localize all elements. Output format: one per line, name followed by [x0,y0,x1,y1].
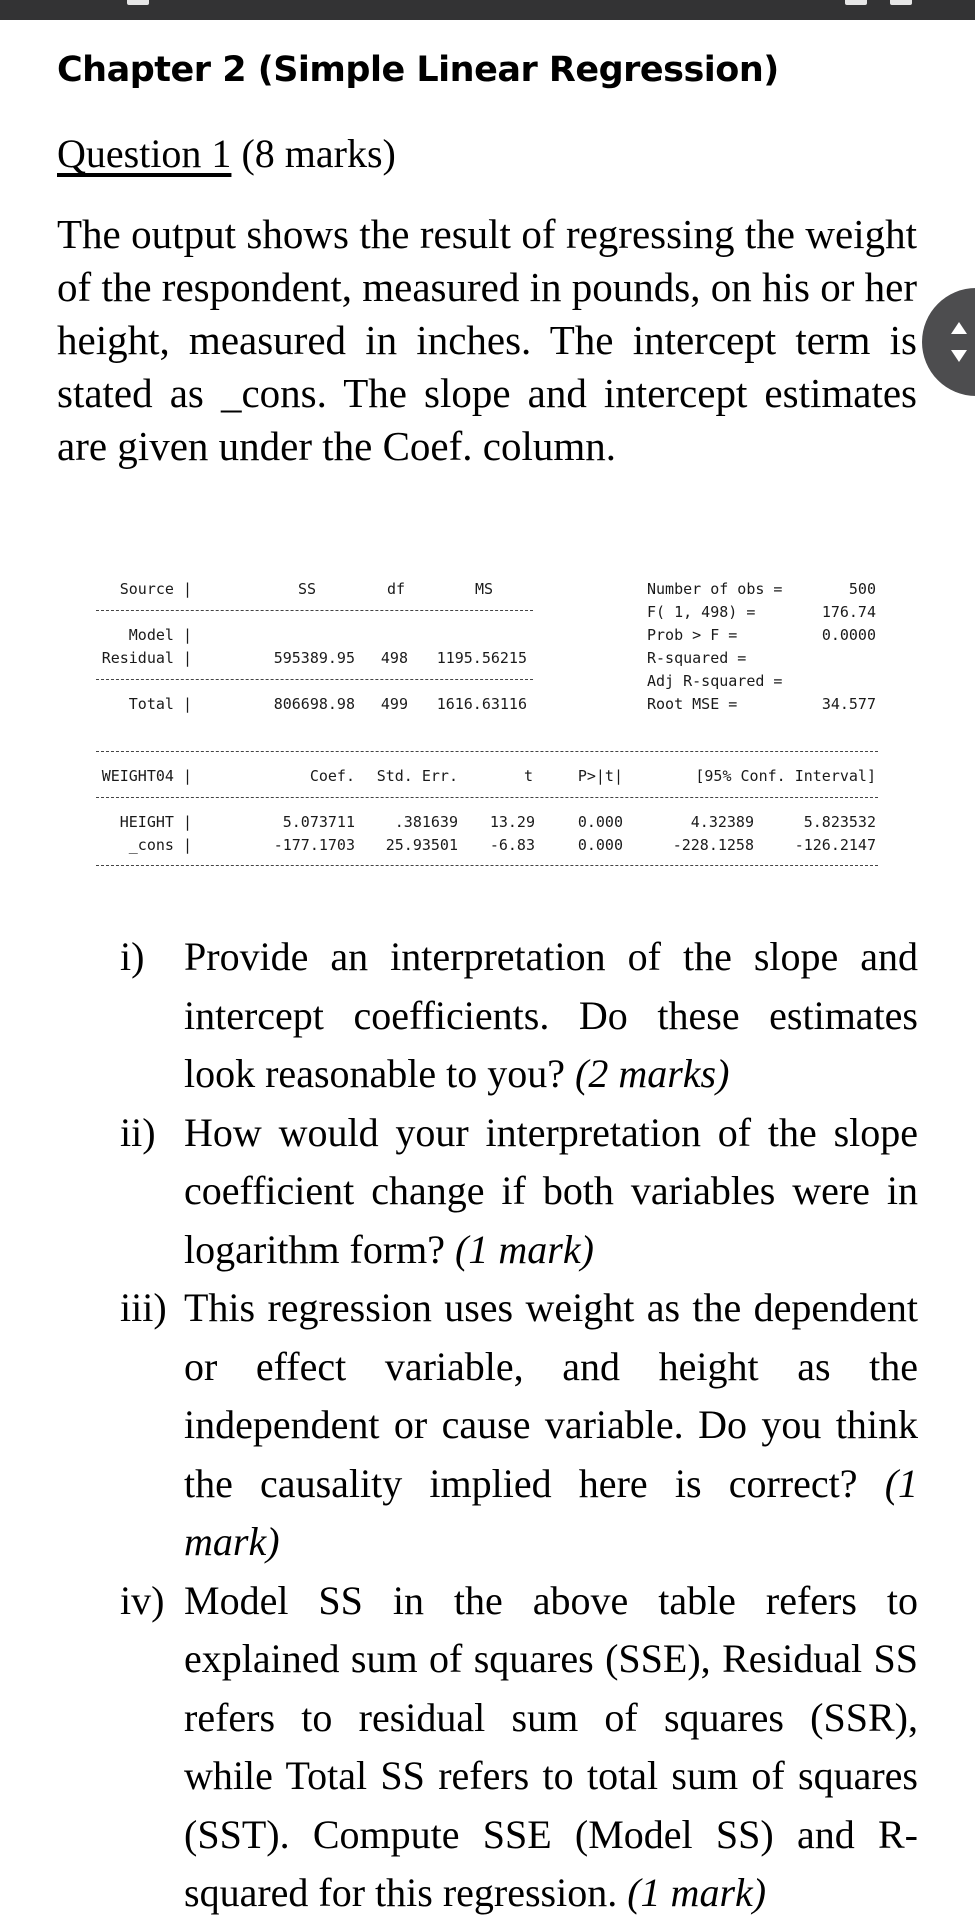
coef-ci-upper: -126.2147 [794,836,876,854]
scroll-arrows-icon [950,320,968,364]
anova-source: Model | [128,626,192,644]
sub-question-marks: (1 mark) [184,1460,919,1564]
anova-source: Total | [128,695,192,713]
anova-source: Residual | [101,649,192,667]
coef-ci-lower: -228.1258 [672,836,754,854]
anova-df: 499 [380,695,408,713]
sub-question-marks: (1 mark) [455,1226,594,1272]
stat-label: Adj R-squared = [647,672,783,690]
anova-ss: 806698.98 [273,695,355,713]
sub-question [100,928,918,1104]
coef-ci-lower: 4.32389 [690,813,754,831]
divider [96,751,878,752]
coef-p: 0.000 [577,836,623,854]
coef-header-ci: [95% Conf. Interval] [695,767,876,785]
anova-header-source: Source | [119,580,192,598]
question-intro: The output shows the result of regressing the weight of the respondent, measured in pounds, on his or her height, measured in inches. The intercept term is stated as _cons. The slope and intercept estimates are given under the Coef. column. [57,211,917,469]
stat-label: Root MSE = [647,695,738,713]
divider [96,679,533,680]
coef-var: HEIGHT | [119,813,192,831]
anova-ms: 1616.63116 [436,695,527,713]
question-heading [57,130,396,177]
coef-var: _cons | [128,836,192,854]
status-indicator [845,0,867,5]
coef-header-var: WEIGHT04 | [101,767,192,785]
stat-label: Prob > F = [647,626,738,644]
anova-ss: 595389.95 [273,649,355,667]
divider [96,797,878,798]
sub-question-text: Provide an interpretation of the slope and intercept coefficients. Do these estimates look reasonable to you? [184,934,918,1096]
coef-ci-upper: 5.823532 [803,813,876,831]
sub-question-number: i) [120,934,145,979]
sub-question-text: This regression uses weight as the dependent or effect variable, and height as the independent or cause variable. Do you think the causality implied here is correct? [184,1285,918,1506]
sub-question [100,1572,918,1923]
anova-df: 498 [380,649,408,667]
coef-header-p: P>|t| [577,767,623,785]
sub-question-list [100,928,918,1923]
sub-question-marks: (2 marks) [575,1051,730,1096]
regression-output [96,578,878,870]
coef-header-coef: Coef. [309,767,355,785]
status-indicator [127,0,149,5]
divider [96,865,878,866]
stat-label: R-squared = [647,649,747,667]
stat-value: 0.0000 [821,626,876,644]
stat-value: 500 [848,580,876,598]
coef-header-t: t [523,767,533,785]
status-bar [0,0,975,20]
sub-question-number: ii) [120,1109,156,1155]
status-indicator [890,0,912,5]
coef-value: 5.073711 [282,813,355,831]
stat-label: F( 1, 498) = [647,603,756,621]
chapter-title: Chapter 2 (Simple Linear Regression) [57,50,779,90]
sub-question [100,1104,918,1280]
stat-value: 34.577 [821,695,876,713]
question-marks: (8 marks) [241,131,396,176]
coef-t: -6.83 [489,836,535,854]
anova-header-df: df [386,580,405,598]
question-title: Question 1 [57,131,232,176]
fast-scroll-handle[interactable] [922,288,975,396]
stat-value: 176.74 [821,603,876,621]
sub-question-marks: (1 mark) [627,1870,767,1915]
sub-question [100,1279,918,1572]
sub-question-text: Model SS in the above table refers to explained sum of squares (SSE), Residual SS refers to residual sum of squares (SSR), while Total SS refers to total sum of squares (SST). Compute SSE (Model SS) and R-squared for this regression. [184,1577,918,1915]
coef-value: -177.1703 [273,836,355,854]
coef-header-se: Std. Err. [376,767,458,785]
sub-question-text: How would your interpretation of the slope coefficient change if both variables were in logarithm form? [184,1109,918,1272]
anova-ms: 1195.56215 [436,649,527,667]
divider [96,610,533,611]
sub-question-number: iv) [120,1577,165,1623]
coef-se: .381639 [394,813,458,831]
stat-label: Number of obs = [647,580,783,598]
anova-header-ss: SS [297,580,316,598]
anova-header-ms: MS [474,580,493,598]
coef-t: 13.29 [489,813,535,831]
sub-question-number: iii) [120,1285,167,1330]
coef-p: 0.000 [577,813,623,831]
coef-se: 25.93501 [385,836,458,854]
